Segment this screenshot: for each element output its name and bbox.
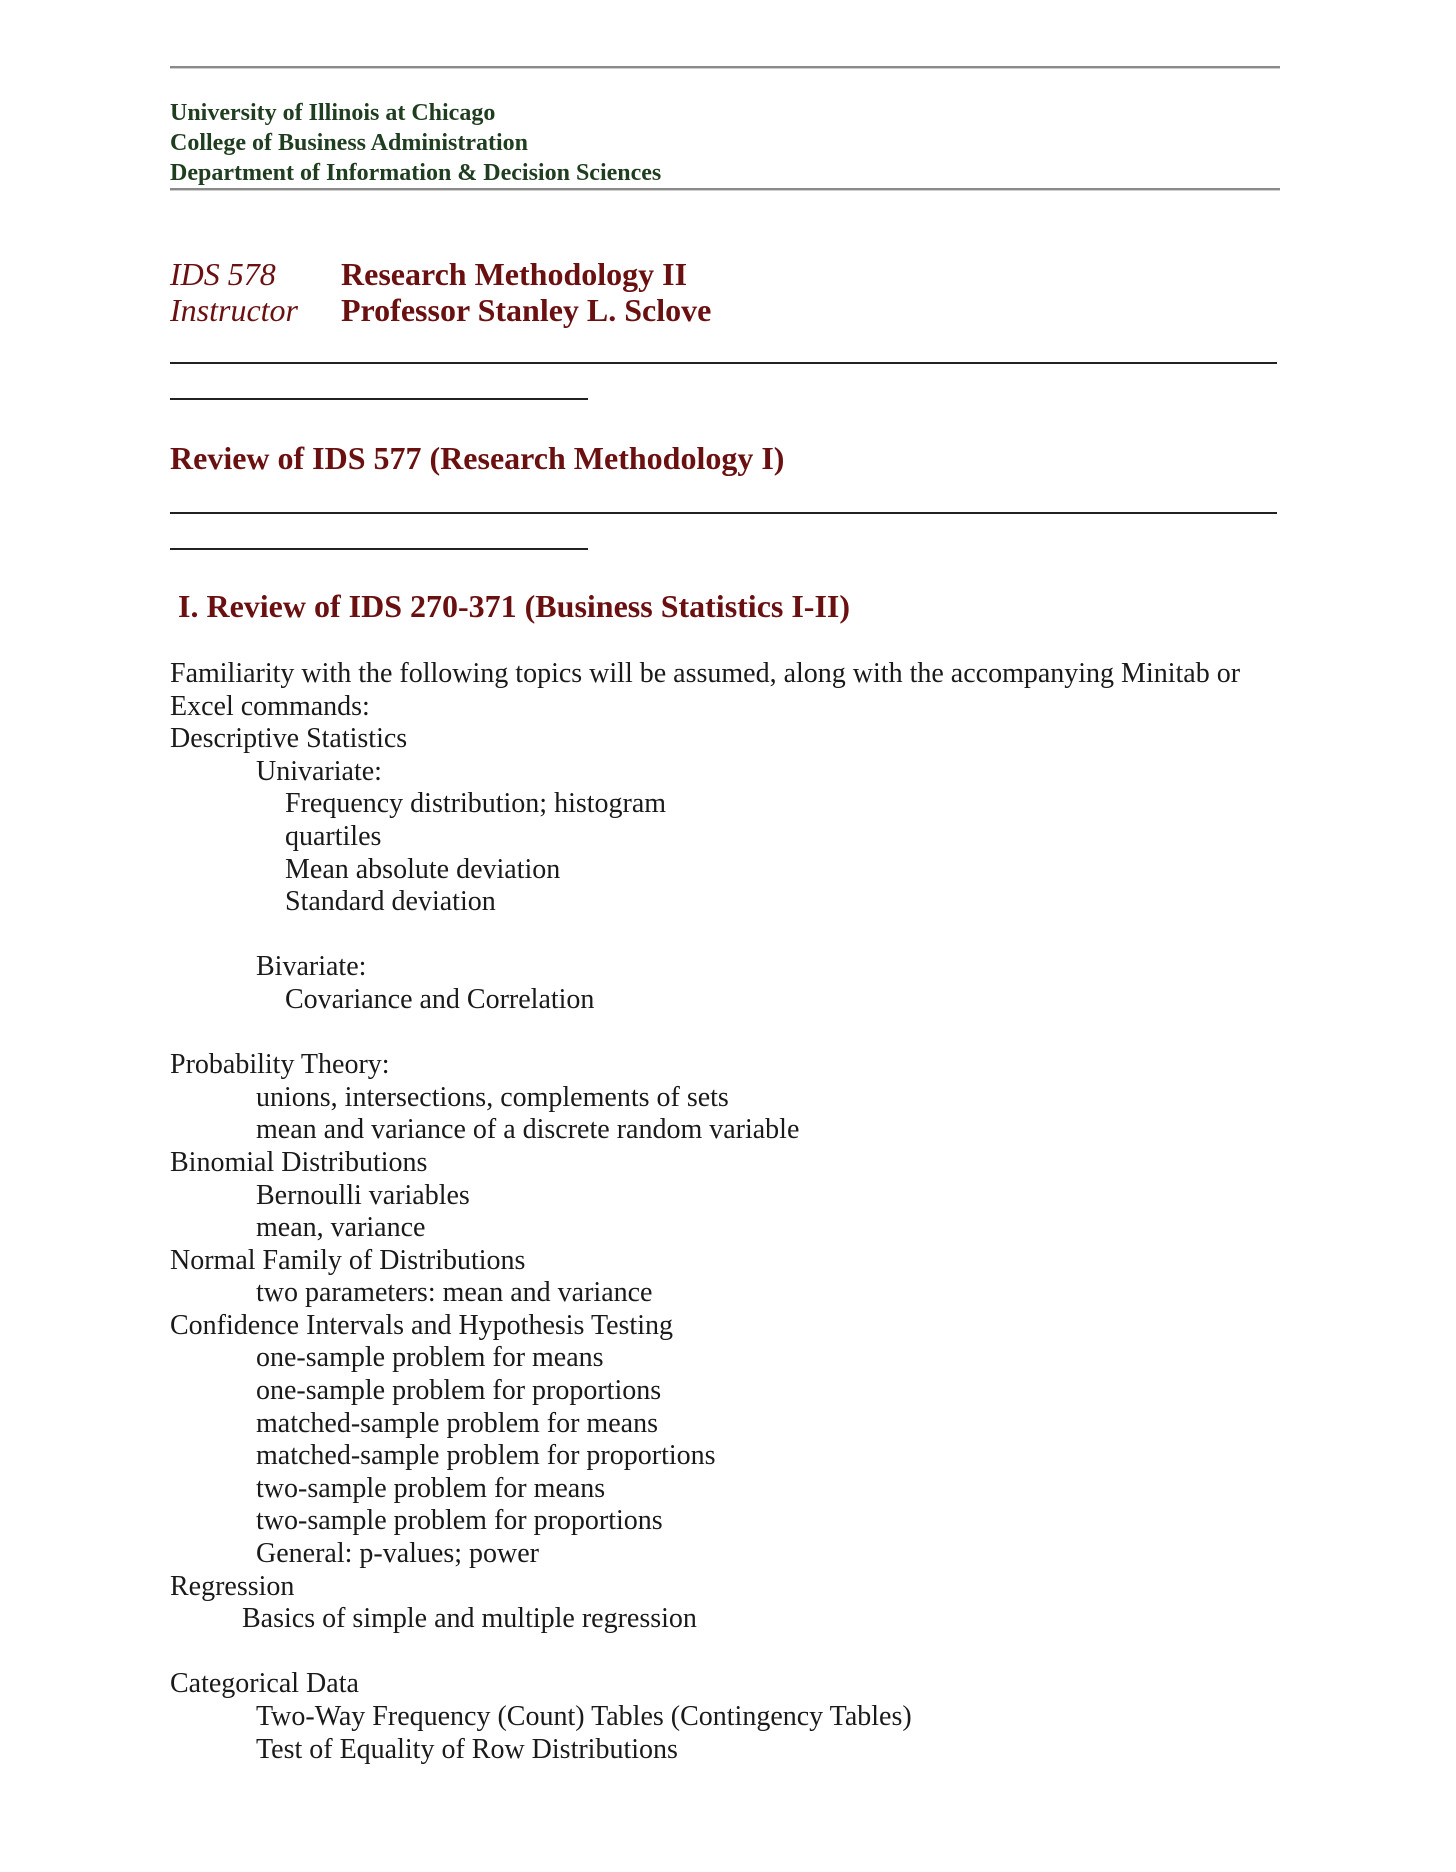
- course-row: [170, 256, 711, 292]
- topic-heading: Categorical Data: [170, 1668, 359, 1700]
- course-info: [170, 256, 711, 328]
- topic-heading: Regression: [170, 1570, 295, 1602]
- intro-text: Familiarity with the following topics will be assumed, along with the accompanying Minitab or: [170, 658, 1241, 689]
- topic-item: two-sample problem for proportions: [256, 1505, 663, 1537]
- topic-item: unions, intersections, complements of sets: [256, 1081, 729, 1113]
- topic-item: Standard deviation: [285, 886, 496, 918]
- topic-item: two-sample problem for means: [256, 1472, 606, 1504]
- topic-heading: Binomial Distributions: [170, 1146, 428, 1178]
- topic-item: Frequency distribution; histogram: [285, 788, 667, 820]
- topic-item: one-sample problem for proportions: [256, 1375, 662, 1407]
- topic-item: Basics of simple and multiple regression: [242, 1603, 697, 1635]
- intro-text-continued: Excel commands:: [170, 690, 370, 722]
- blank-line: [170, 1017, 1280, 1050]
- topic-item: mean, variance: [256, 1212, 426, 1244]
- topic-item: Covariance and Correlation: [285, 983, 595, 1015]
- department-name: Department of Information & Decision Sciences: [170, 160, 662, 186]
- topic-item: one-sample problem for means: [256, 1342, 604, 1374]
- topic-item: Univariate:: [256, 755, 382, 787]
- section-body: [170, 658, 1280, 1766]
- separator-line-short: [170, 398, 588, 400]
- topic-item: Test of Equality of Row Distributions: [256, 1733, 678, 1765]
- separator-line: [170, 512, 1277, 514]
- topic-item: Mean absolute deviation: [285, 853, 561, 885]
- header-bottom-rule: [170, 188, 1280, 191]
- course-title: Research Methodology II: [341, 256, 688, 292]
- college-name: College of Business Administration: [170, 130, 529, 156]
- review-heading: Review of IDS 577 (Research Methodology I): [170, 440, 785, 476]
- instructor-row: [170, 292, 711, 328]
- institution-block: [170, 98, 661, 188]
- topic-item: two parameters: mean and variance: [256, 1277, 653, 1309]
- course-code-label: IDS 578: [170, 256, 276, 292]
- topic-item: mean and variance of a discrete random variable: [256, 1114, 800, 1146]
- section-heading: I. Review of IDS 270-371 (Business Statistics I-II): [178, 588, 851, 624]
- university-name: University of Illinois at Chicago: [170, 100, 496, 126]
- top-rule: [170, 66, 1280, 69]
- blank-line: [170, 1636, 1280, 1669]
- topic-item: General: p-values; power: [256, 1538, 539, 1570]
- topic-heading: Confidence Intervals and Hypothesis Testing: [170, 1309, 673, 1341]
- topic-list: [170, 723, 1280, 1766]
- topic-item: Bernoulli variables: [256, 1179, 470, 1211]
- topic-item: Bivariate:: [256, 951, 367, 983]
- topic-item: quartiles: [285, 820, 382, 852]
- topic-heading: Descriptive Statistics: [170, 723, 408, 755]
- instructor-name: Professor Stanley L. Sclove: [341, 292, 712, 328]
- separator-line: [170, 362, 1277, 364]
- topic-item: matched-sample problem for proportions: [256, 1440, 716, 1472]
- topic-item: Two-Way Frequency (Count) Tables (Contingency Tables): [256, 1701, 912, 1732]
- separator-line-short: [170, 548, 588, 550]
- topic-heading: Normal Family of Distributions: [170, 1244, 526, 1276]
- topic-heading: Probability Theory:: [170, 1049, 390, 1081]
- topic-item: matched-sample problem for means: [256, 1407, 658, 1439]
- blank-line: [170, 919, 1280, 952]
- instructor-label: Instructor: [170, 292, 298, 328]
